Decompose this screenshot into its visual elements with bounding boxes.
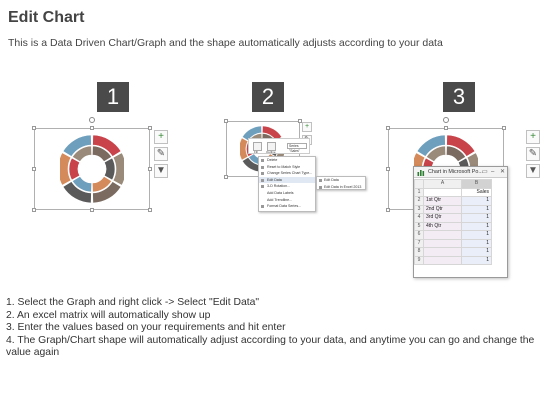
chart-styles-button[interactable]: ✎ (154, 147, 168, 161)
table-row (415, 205, 492, 214)
mini-toolbar (248, 138, 310, 154)
row-header[interactable]: 9 (415, 256, 424, 265)
row-header[interactable]: 2 (415, 197, 424, 206)
table-row (415, 188, 492, 197)
rotate-handle[interactable] (443, 117, 449, 123)
edit-data-submenu (316, 176, 366, 190)
chart-elements-button[interactable]: + (302, 122, 312, 132)
cell-a[interactable] (424, 239, 462, 248)
cell-b[interactable]: 1 (462, 205, 492, 214)
step-3-text: 3. Enter the values based on your requirements and hit enter (6, 322, 286, 334)
step-number-3: 3 (443, 82, 475, 112)
menu-item-format-series[interactable]: Format Data Series... (259, 203, 315, 210)
table-row (415, 222, 492, 231)
chart-styles-button[interactable]: ✎ (526, 147, 540, 161)
row-header[interactable]: 3 (415, 205, 424, 214)
row-header[interactable]: 7 (415, 239, 424, 248)
chart-icon (417, 169, 425, 176)
donut-segment[interactable] (69, 158, 80, 180)
cell-b[interactable]: 1 (462, 222, 492, 231)
close-icon[interactable]: ✕ (500, 169, 506, 175)
menu-item-3d-rotation[interactable]: 3-D Rotation... (259, 183, 315, 190)
chart-elements-button[interactable]: + (154, 130, 168, 144)
cell-b[interactable]: Sales (462, 188, 492, 197)
step-number-2: 2 (252, 82, 284, 112)
row-header[interactable]: 6 (415, 231, 424, 240)
submenu-item-edit-data[interactable]: Edit Data (317, 177, 365, 184)
table-icon (319, 179, 322, 182)
table-row (415, 231, 492, 240)
reset-icon (261, 166, 264, 169)
column-header-b[interactable]: B (462, 180, 492, 189)
cell-b[interactable]: 1 (462, 248, 492, 257)
row-header[interactable]: 8 (415, 248, 424, 257)
minimize-icon[interactable]: – (491, 169, 495, 175)
step-4-text: 4. The Graph/Chart shape will automatically adjust according to your data, and anytime you can go and change the value again (6, 334, 535, 359)
select-all-corner[interactable] (415, 180, 424, 189)
excel-icon (319, 186, 322, 189)
table-row (415, 256, 492, 265)
step-number-1: 1 (97, 82, 129, 112)
cell-a[interactable]: 2nd Qtr (424, 205, 462, 214)
format-icon (261, 205, 264, 208)
cell-a[interactable] (424, 248, 462, 257)
restore-icon[interactable]: ▭ (482, 169, 488, 175)
menu-item-reset-style[interactable]: Reset to Match Style (259, 164, 315, 171)
table-icon (261, 179, 264, 182)
submenu-item-edit-in-excel[interactable]: Edit Data in Excel 2013 (317, 184, 365, 191)
rotate-handle[interactable] (89, 117, 95, 123)
cell-a[interactable]: 1st Qtr (424, 197, 462, 206)
cell-b[interactable]: 1 (462, 197, 492, 206)
menu-item-delete[interactable]: Delete (259, 157, 315, 164)
cell-a[interactable] (424, 256, 462, 265)
chart-filters-button[interactable]: ▼ (526, 164, 540, 178)
chart-type-icon (261, 172, 264, 175)
context-menu (258, 156, 316, 212)
cell-a[interactable]: 4th Qtr (424, 222, 462, 231)
menu-item-edit-data[interactable]: Edit Data (259, 177, 315, 184)
row-header[interactable]: 1 (415, 188, 424, 197)
step-1-text: 1. Select the Graph and right click -> Select "Edit Data" (6, 297, 260, 308)
series-selector[interactable]: Series "Sales" (287, 143, 307, 149)
table-row (415, 214, 492, 223)
menu-item-change-type[interactable]: Change Series Chart Type... (259, 170, 315, 177)
cell-a[interactable] (424, 231, 462, 240)
menu-item-add-labels[interactable]: Add Data Labels (267, 190, 294, 195)
instruction-steps (6, 297, 554, 360)
excel-grid (414, 179, 492, 265)
table-row (415, 239, 492, 248)
cell-a[interactable] (424, 188, 462, 197)
row-header[interactable]: 5 (415, 222, 424, 231)
rotation-icon (261, 185, 264, 188)
table-row (415, 197, 492, 206)
column-header-a[interactable]: A (424, 180, 462, 189)
table-row (415, 248, 492, 257)
row-header[interactable]: 4 (415, 214, 424, 223)
outline-label: Outline (266, 150, 276, 154)
cell-a[interactable]: 3rd Qtr (424, 214, 462, 223)
cell-b[interactable]: 1 (462, 239, 492, 248)
chart-filters-button[interactable]: ▼ (154, 164, 168, 178)
cell-b[interactable]: 1 (462, 256, 492, 265)
chart-elements-button[interactable]: + (526, 130, 540, 144)
excel-window (413, 166, 508, 278)
step-2-text: 2. An excel matrix will automatically show up (6, 309, 211, 321)
excel-window-title: Chart in Microsoft Po... (428, 169, 483, 175)
delete-icon (261, 159, 264, 162)
menu-item-add-trendline[interactable]: Add Trendline... (267, 197, 293, 202)
page-subtitle: This is a Data Driven Chart/Graph and the shape automatically adjusts according to your data (8, 37, 443, 49)
page-title: Edit Chart (8, 9, 85, 26)
donut-segment[interactable] (104, 158, 115, 180)
donut-chart-1[interactable] (60, 132, 124, 206)
cell-b[interactable]: 1 (462, 214, 492, 223)
fill-label: Fill (254, 150, 258, 154)
excel-titlebar (414, 167, 507, 178)
cell-b[interactable]: 1 (462, 231, 492, 240)
